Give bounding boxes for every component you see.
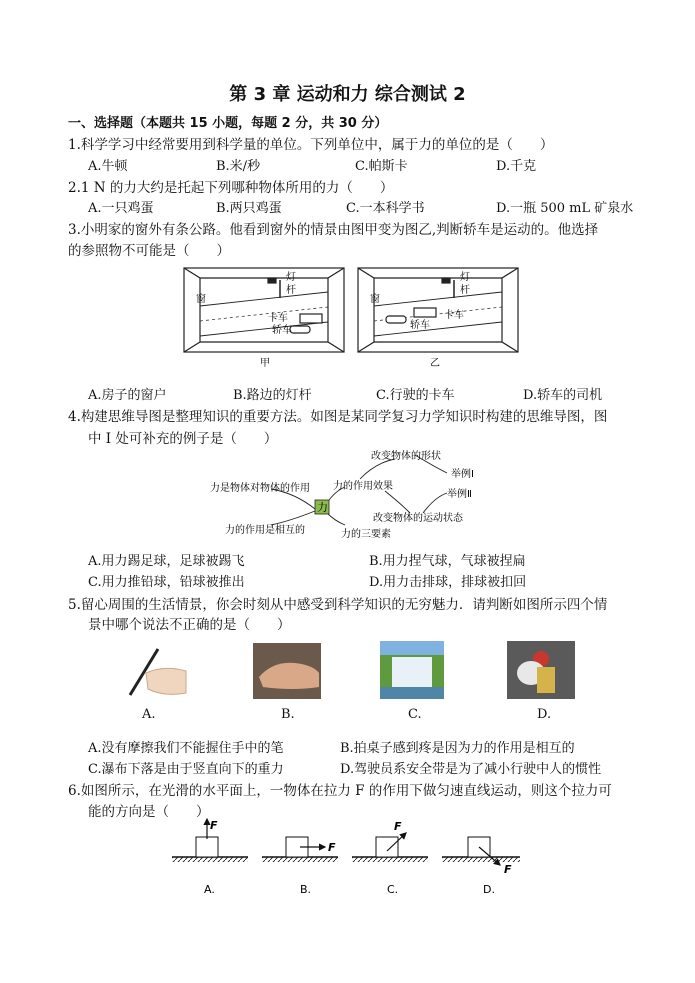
caption-jia: 甲 <box>260 358 270 369</box>
page-title: 第 3 章 运动和力 综合测试 2 <box>229 84 466 105</box>
mindmap-node-5: 改变物体的形状 <box>371 451 441 462</box>
q1-option-a[interactable]: A.牛顿 <box>88 159 128 174</box>
q4-mindmap <box>195 445 495 545</box>
lamp-label-left-1: 灯 <box>286 272 296 283</box>
q1-option-c[interactable]: C.帕斯卡 <box>355 159 408 174</box>
q5-option-c[interactable]: C.瀑布下落是由于竖直向下的重力 <box>88 762 284 777</box>
lamp-label-left-2: 杆 <box>286 285 296 296</box>
mindmap-center: 力 <box>317 501 328 514</box>
question-1-stem: 1.科学学习中经常要用到科学量的单位。下列单位中，属于力的单位的是（ ） <box>68 137 554 153</box>
window-label-left: 窗 <box>196 294 206 305</box>
mindmap-node-2: 力的作用是相互的 <box>225 525 305 536</box>
q1-option-d[interactable]: D.千克 <box>496 159 537 174</box>
q2-option-d[interactable]: D.一瓶 500 mL 矿泉水 <box>496 201 634 216</box>
photo-driver-airbag <box>507 641 575 699</box>
car-label-left: 轿车 <box>272 325 292 336</box>
truck-label-right: 卡车 <box>444 310 464 321</box>
force-label-a: F <box>210 819 218 832</box>
q5-option-b[interactable]: B.拍桌子感到疼是因为力的作用是相互的 <box>340 741 575 756</box>
question-4-stem-line1: 4.构建思维导图是整理知识的重要方法。如图是某同学复习力学知识时构建的思维导图，图 <box>68 409 608 425</box>
mindmap-node-3: 力的作用效果 <box>333 481 393 492</box>
mindmap-node-6: 改变物体的运动状态 <box>373 513 463 524</box>
lamp-label-right-2: 杆 <box>460 285 470 296</box>
q6-label-b: B. <box>300 883 312 896</box>
figure-jia <box>184 268 344 352</box>
q5-image-label-b: B. <box>281 707 295 722</box>
force-label-c: F <box>394 820 402 833</box>
q5-option-d[interactable]: D.驾驶员系安全带是为了减小行驶中人的惯性 <box>340 762 602 777</box>
photo-hand-on-table <box>253 643 321 699</box>
lamp-label-right-1: 灯 <box>460 272 470 283</box>
car-label-right: 轿车 <box>410 320 430 331</box>
q5-image-label-c: C. <box>408 707 422 722</box>
q6-figure <box>170 815 530 905</box>
q3-option-a[interactable]: A.房子的窗户 <box>88 388 167 403</box>
truck-label-left: 卡车 <box>268 313 288 324</box>
q6-diagram-d <box>442 837 520 865</box>
q3-option-c[interactable]: C.行驶的卡车 <box>376 388 455 403</box>
mindmap-node-4: 力的三要素 <box>341 529 391 540</box>
question-3-stem-line1: 3.小明家的窗外有条公路。他看到窗外的情景由图甲变为图乙,判断轿车是运动的。他选择 <box>68 222 599 238</box>
photo-hand-holding-pen <box>124 643 190 699</box>
force-label-d: F <box>504 863 512 876</box>
q4-option-b[interactable]: B.用力捏气球，气球被捏扁 <box>369 554 526 569</box>
q4-option-d[interactable]: D.用力击排球，排球被扣回 <box>369 575 527 590</box>
q3-figure <box>182 266 522 374</box>
q2-option-c[interactable]: C.一本科学书 <box>346 201 425 216</box>
figure-yi <box>358 268 518 352</box>
question-6-stem-line1: 6.如图所示，在光滑的水平面上，一物体在拉力 F 的作用下做匀速直线运动，则这个拉力可 <box>68 783 612 799</box>
q3-option-d[interactable]: D.轿车的司机 <box>523 388 603 403</box>
mindmap-node-8: 举例Ⅱ <box>447 489 472 500</box>
question-5-stem-line2: 景中哪个说法不正确的是（ ） <box>88 617 291 633</box>
q6-diagram-b <box>262 837 338 862</box>
q6-label-d: D. <box>483 883 495 896</box>
question-6-stem-line2: 能的方向是（ ） <box>88 804 210 820</box>
q6-diagram-c <box>352 833 428 862</box>
q1-option-b[interactable]: B.米/秒 <box>216 159 261 174</box>
window-label-right: 窗 <box>370 294 380 305</box>
force-label-b: F <box>328 841 336 854</box>
q5-option-a[interactable]: A.没有摩擦我们不能握住手中的笔 <box>88 741 284 756</box>
question-2-stem: 2.1 N 的力大约是托起下列哪种物体所用的力（ ） <box>68 180 394 196</box>
q5-image-label-d: D. <box>537 707 552 722</box>
mindmap-node-1: 力是物体对物体的作用 <box>210 483 310 494</box>
q4-option-a[interactable]: A.用力踢足球，足球被踢飞 <box>88 554 245 569</box>
question-3-stem-line2: 的参照物不可能是（ ） <box>68 243 230 259</box>
q2-option-a[interactable]: A.一只鸡蛋 <box>88 201 154 216</box>
section-heading: 一、选择题（本题共 15 小题，每题 2 分，共 30 分） <box>68 116 388 131</box>
q6-label-c: C. <box>387 883 399 896</box>
mindmap-node-7: 举例Ⅰ <box>451 469 474 480</box>
q3-option-b[interactable]: B.路边的灯杆 <box>233 388 312 403</box>
question-5-stem-line1: 5.留心周围的生活情景，你会时刻从中感受到科学知识的无穷魅力．请判断如图所示四个情 <box>68 597 608 613</box>
caption-yi: 乙 <box>430 358 440 369</box>
q5-image-label-a: A. <box>142 707 156 722</box>
q6-label-a: A. <box>204 883 215 896</box>
q4-option-c[interactable]: C.用力推铅球，铅球被推出 <box>88 575 245 590</box>
question-4-stem-line2: 中 I 处可补充的例子是（ ） <box>88 431 278 447</box>
photo-waterfall <box>380 641 444 699</box>
q2-option-b[interactable]: B.两只鸡蛋 <box>216 201 282 216</box>
